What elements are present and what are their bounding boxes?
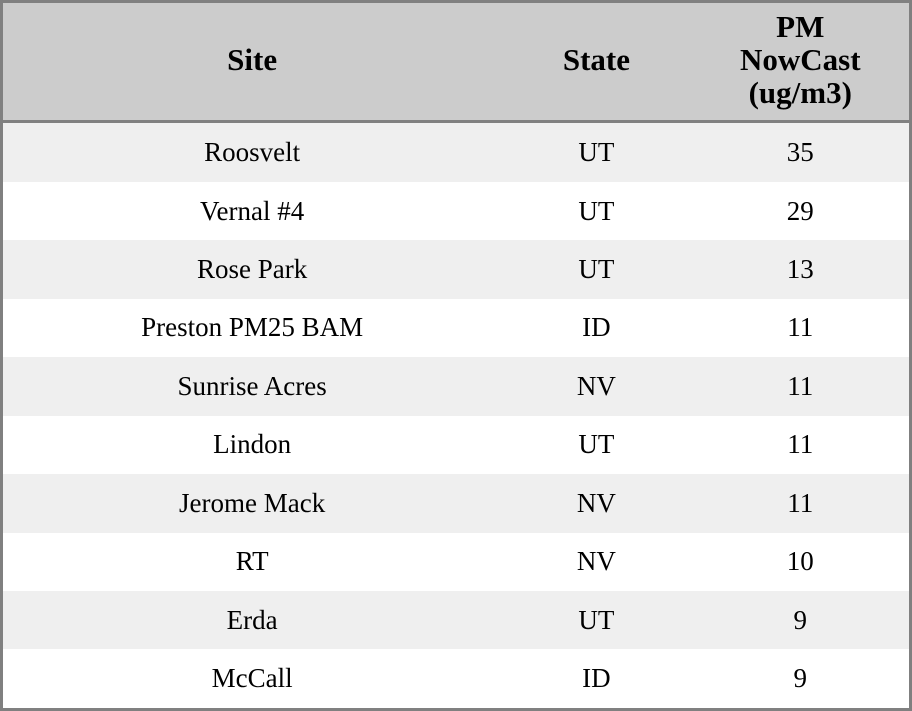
column-header-site-line-1: Site [227, 41, 278, 77]
table-row [3, 182, 909, 240]
cell-site: Vernal #4 [3, 182, 501, 240]
cell-pm-nowcast: 11 [692, 357, 909, 415]
cell-state: UT [501, 416, 691, 474]
cell-site: Roosvelt [3, 121, 501, 182]
column-header-pm-nowcast [692, 3, 909, 121]
cell-site: Sunrise Acres [3, 357, 501, 415]
column-header-state [501, 3, 691, 121]
cell-pm-nowcast: 35 [692, 121, 909, 182]
cell-pm-nowcast: 29 [692, 182, 909, 240]
cell-state: UT [501, 591, 691, 649]
cell-state: UT [501, 121, 691, 182]
table-row [3, 533, 909, 591]
cell-site: Preston PM25 BAM [3, 299, 501, 357]
table-row [3, 357, 909, 415]
cell-pm-nowcast: 11 [692, 474, 909, 532]
cell-pm-nowcast: 11 [692, 416, 909, 474]
table-row [3, 240, 909, 298]
column-header-site [3, 3, 501, 121]
cell-pm-nowcast: 9 [692, 649, 909, 708]
cell-site: Erda [3, 591, 501, 649]
column-header-pm-nowcast-line-3: (ug/m3) [748, 74, 852, 110]
cell-pm-nowcast: 13 [692, 240, 909, 298]
cell-site: McCall [3, 649, 501, 708]
table-row [3, 121, 909, 182]
table-row [3, 591, 909, 649]
cell-state: ID [501, 299, 691, 357]
cell-site: Rose Park [3, 240, 501, 298]
table-row [3, 649, 909, 708]
table-row [3, 416, 909, 474]
column-header-pm-nowcast-line-1: PM [776, 9, 825, 44]
column-header-state-line-1: State [562, 41, 630, 77]
cell-pm-nowcast: 9 [692, 591, 909, 649]
table-row [3, 474, 909, 532]
table-header-row [3, 3, 909, 121]
cell-pm-nowcast: 10 [692, 533, 909, 591]
cell-site: Lindon [3, 416, 501, 474]
table-header [3, 3, 909, 121]
cell-state: ID [501, 649, 691, 708]
cell-state: NV [501, 474, 691, 532]
cell-state: NV [501, 533, 691, 591]
cell-pm-nowcast: 11 [692, 299, 909, 357]
air-quality-table [3, 3, 909, 708]
cell-state: NV [501, 357, 691, 415]
cell-state: UT [501, 240, 691, 298]
table-row [3, 299, 909, 357]
cell-state: UT [501, 182, 691, 240]
table-body [3, 121, 909, 708]
cell-site: RT [3, 533, 501, 591]
cell-site: Jerome Mack [3, 474, 501, 532]
column-header-pm-nowcast-line-2: NowCast [739, 41, 861, 77]
